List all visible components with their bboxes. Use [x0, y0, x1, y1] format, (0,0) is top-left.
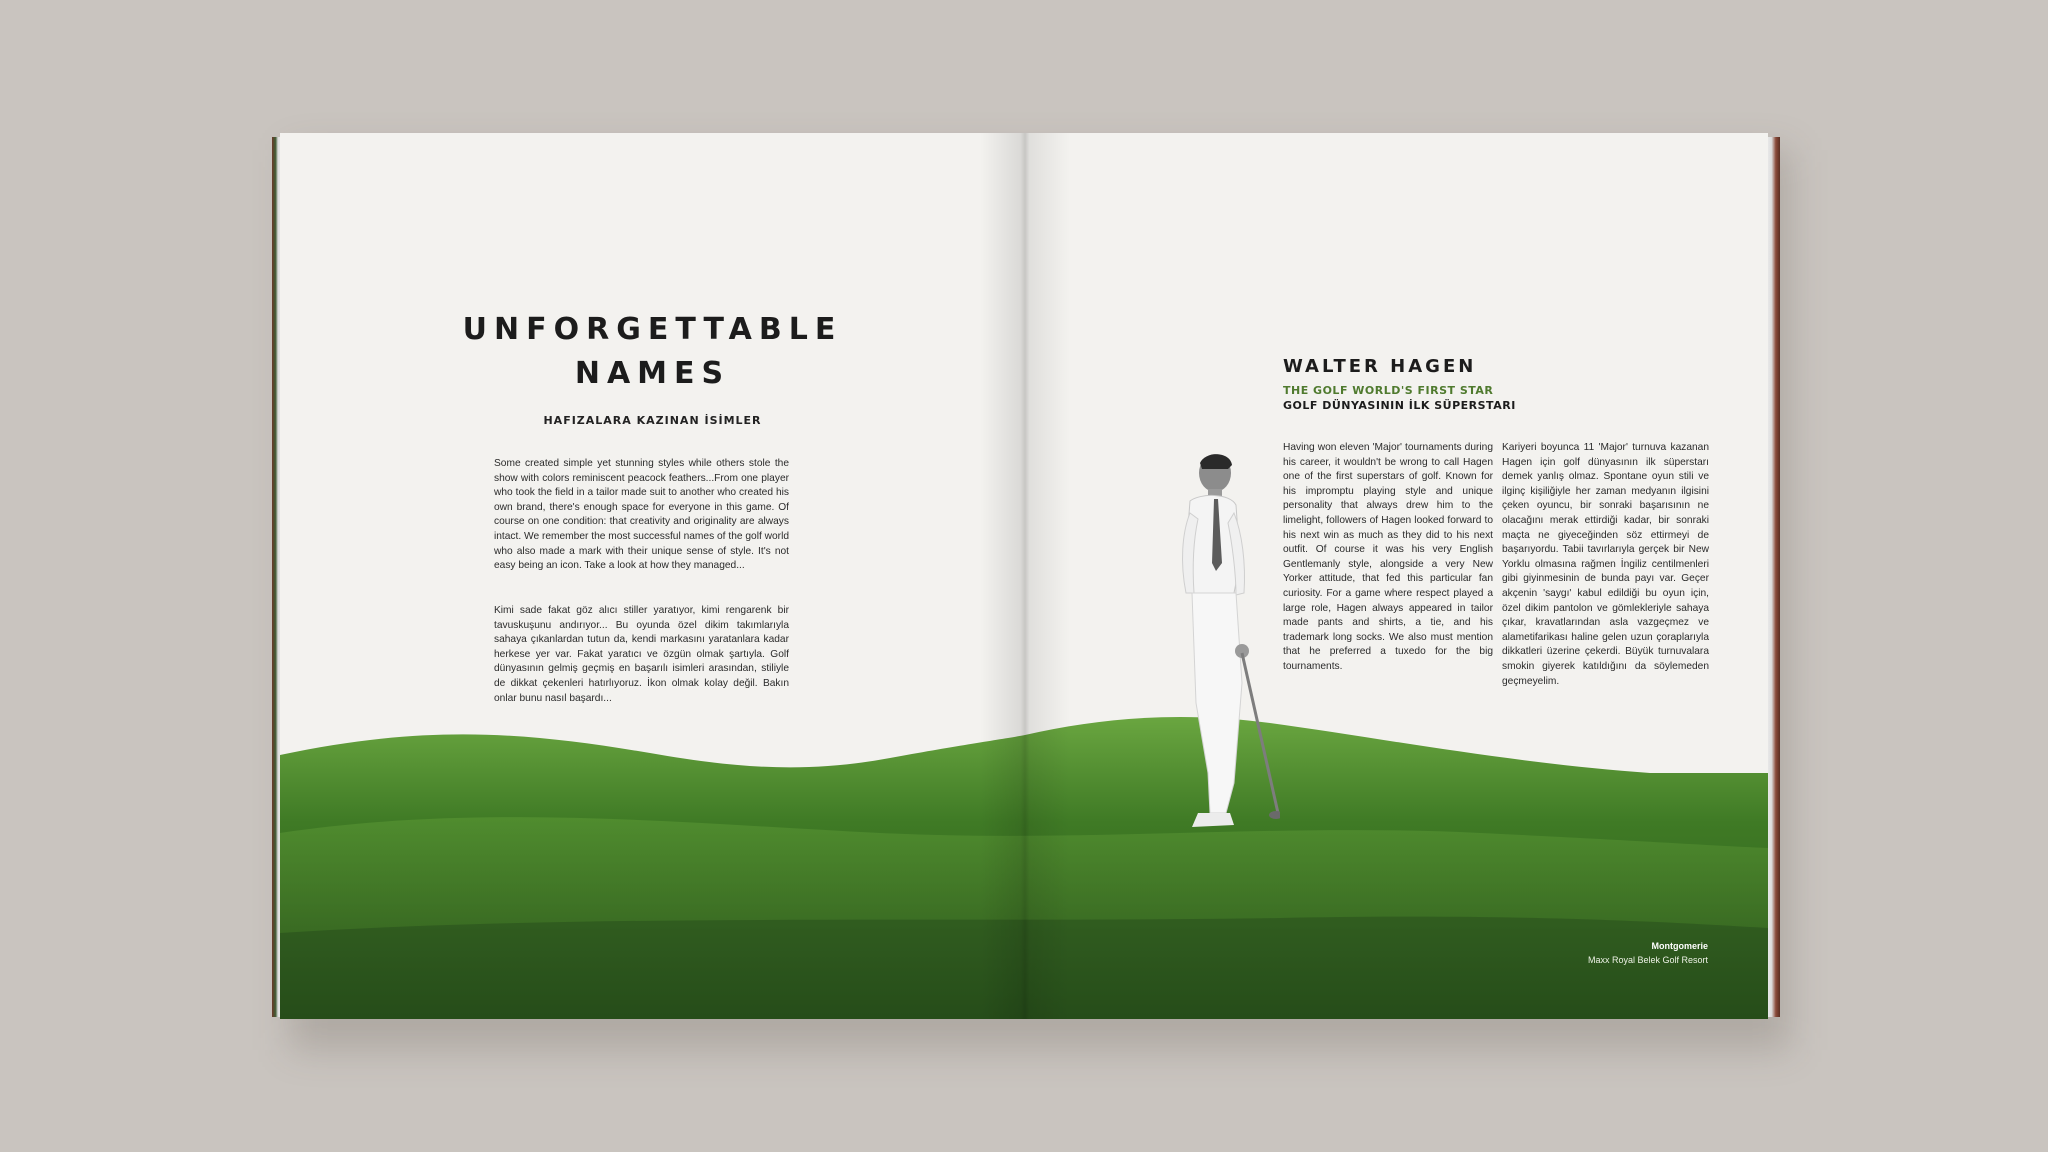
article-subtitle: HAFIZALARA KAZINAN İSİMLER [543, 414, 762, 427]
section-subheading-tr: GOLF DÜNYASININ İLK SÜPERSTARI [1283, 399, 1516, 412]
section-heading: WALTER HAGEN [1283, 356, 1477, 377]
article-column-tr: Kariyeri boyunca 11 'Major' turnuva kazanan Hagen için golf dünyasının ilk süperstarı demek yanlış olmaz. Spontane oyun stili ve ilginç kişiliğiyle her zaman medyanın ilgisini çeken oyuncu, bir sonraki başarısının ne olacağını merak ettirdiği kadar, bir sonraki maçta ne giyeceğinden söz ettirmeyi de başarıyordu. Tabii tavırlarıyla gerçek bir New Yorklu olmasına rağmen İngiliz centilmenleri gibi giyinmesinin de bunda payı var. Geçer akçenin 'saygı' kabul edildiği bu oyun için, özel dikim pantolon ve gömlekleriyle sahaya çıkar, kravatlarından asla vazgeçmez ve alametifarikası haline gelen uzun çoraplarıyla dikkatleri üzerine çekerdi. Büyük turnuvalara smokin giyerek katıldığını da söylemeden geçmeyelim. [1502, 442, 1709, 687]
photo-caption-name: Montgomerie [1651, 941, 1708, 951]
intro-paragraph-tr: Kimi sade fakat göz alıcı stiller yaratıyor, kimi rengarenk bir tavuskuşunu andırıyor... Bu oyunda özel dikim takımlarıyla sahaya çıkanlardan tutun da, kendi markasını yaratanlara kadar herkese yer var. Fakat yaratıcı ve özgün olmak şartıyla. Golf dünyasının gelmiş geçmiş en başarılı isimleri arasından, stiliyle de dikkat çekenleri hatırlıyoruz. İkon olmak kolay değil. Bakın onlar bunu nasıl başardı... [494, 605, 789, 704]
article-column-en: Having won eleven 'Major' tournaments during his career, it wouldn't be wrong to call Hagen one of the first superstars of golf. Known for his impromptu playing style and unique personality that always drew him to the limelight, followers of Hagen looked forward to his next win as much as they did to his next outfit. Of course it was his very English Gentlemanly style, alongside a very New Yorker attitude, that fed this particular fan curiosity. For a game where respect played a large role, Hagen always appeared in tailor made pants and shirts, a tie, and his trademark long socks. We also must mention that he preferred a tuxedo for the big tournaments. [1283, 442, 1493, 672]
title-line-2: NAMES [574, 356, 731, 391]
section-subheading-en: THE GOLF WORLD'S FIRST STAR [1283, 384, 1494, 397]
magazine-spread [280, 133, 1768, 1019]
intro-paragraph-en: Some created simple yet stunning styles while others stole the show with colors reminiscent peacock feathers...From one player who took the field in a tailor made suit to another who created his own brand, there's enough space for everyone in this game. Of course on one condition: that creativity and originality are always intact. We remember the most successful names of the golf world who also made a mark with their unique sense of style. It's not easy being an icon. Take a look at how they managed... [494, 458, 789, 572]
photo-caption-place: Maxx Royal Belek Golf Resort [1587, 955, 1708, 965]
article-title [280, 308, 1025, 396]
page-edges-right [1766, 137, 1780, 1017]
golfer-photo [1130, 453, 1280, 873]
title-line-1: UNFORGETTABLE [462, 312, 843, 347]
